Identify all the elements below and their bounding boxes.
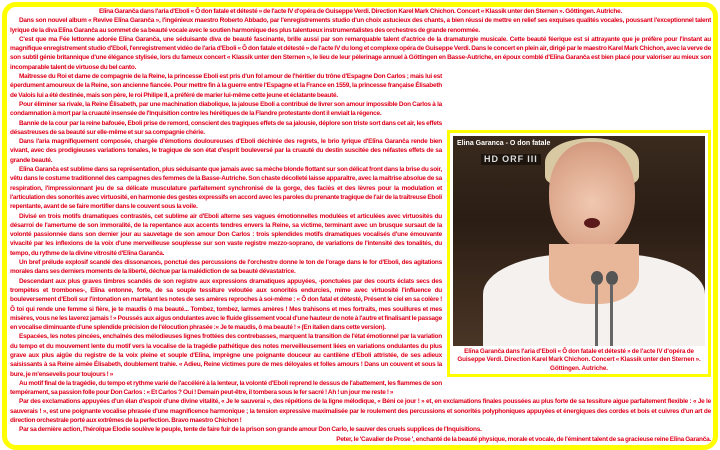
paragraph: Un bref prélude explosif scandé des dissonances, ponctué des percussions de l'orchestre donne le ton de l'orage dans le for d'Eboli, des agitations morales dans ses derniers moments de la liberté, déchue par la malédiction de sa beauté dévastatrice. <box>10 259 442 276</box>
mic-stand <box>595 284 598 346</box>
paragraph: Dans l'aria magnifiquement composée, chargée d'émotions douloureuses d'Eboli déchirée des regrets, le brio lyrique d'Elīna Garanča rende bien vivant, avec des prodigieuses variations tonales, le tragique de son état d'esprit bouleversé par la cruauté du destin suscitée des néfastes effets de sa grande beauté. <box>10 138 442 164</box>
video-frame-face <box>549 142 635 252</box>
article-frame <box>2 2 718 450</box>
channel-logo: HD ORF III <box>481 154 541 165</box>
paragraph: Maîtresse du Roi et dame de compagnie de la Reine, la princesse Eboli est pris d'un fol amour de l'héritier du trône d'Espagne Don Carlos ; mais lui est éperdument amoureux de la Reine, son ancienne fiancée. Pour mettre fin à la guerre entre l'Espagne et la France en 1559, la princesse française Élisabeth de Valois lui a été destinée, mais son père, le roi Philipe II, a préféré de marier lui-même cette jeune et éclatante beauté. <box>10 73 442 99</box>
video-box <box>447 130 711 377</box>
paragraph: C'est que ma Fée lettonne adorée Elīna Garanča, une séduisante diva de beauté fascinante, brille aussi par son remarquable talent d'actrice de la dramaturgie musicale. Cette beauté féerique est si attrayante que je préfère pour l'instant au magnifique enregistrement studio d'Eboli, l'enregistrement vidéo de l'aria d'Eboli « Ô don fatale et détesté » de l'acte IV du long et complexe opéra de Guiseppe Verdi. Dans le concert en plein air, dirigé par le maestro Karel Mark Chichon, avec la verve de son subtil génie britannique d'une élégance stylisée, lors du fameux concert « Klassik unter den Sternen », le lieu de leur pèlerinage annuel à Göttingen en Basse-Autriche, en époux comblé d'Elīna Garanča est bien placé pour valoriser au mieux son incomparable talent de virtuose du bel canto. <box>10 35 711 71</box>
intro-line: Elīna Garanča dans l'aria d'Eboli « Ô don fatale et détesté » de l'acte IV d'opéra de Guiseppe Verdi. Direction Karel Mark Chichon. Concert « Klassik unter den Sternen ». Göttingen. Autriche. <box>98 8 623 15</box>
microphone-icon <box>606 271 618 285</box>
paragraph: Au motif final de la tragédie, du tempo et rythme varié de l'accéléré à la lenteur, la volonté d'Eboli reprend le dessus de l'abattement, les flammes de son tempérament, sa passion folle pour Don Carlos : « Et Carlos ? Oui ! Demain peut-être, il tombera sous le fer sacré ! Ah ! un jour me reste ! » <box>10 379 442 397</box>
paragraph: Divisé en trois motifs dramatiques contrastés, cet sublime air d'Eboli alterne ses vagues émotionnelles modulées et articulées avec virtuosités du désarroi de l'amertume de son immoralité, de la repentance aux accents tendres envers la Reine, sa victime, terminant avec un brusque sursaut de la volonté passionnée dans son dernier jour au sauvetage de son amour Don Carlos : trois splendides motifs dramatiques vocalisés d'une émouvante vivacité par les inflexions de la voix d'une merveilleuse souplesse sur son vaste registre mezzo-soprano, de variations de l'intensité des tonalités, du tempo, du rythme de la divine vitrosité d'Elīna Garanča. <box>10 212 442 257</box>
paragraph: Descendant aux plus graves timbres scandés de son registre aux expressions dramatiques appuyées, -ponctuées par des courts éclats secs des trompètes et trombones-, Elīna entonne, forte, de sa souple tessiture veloutée aux sonorités endurcies, mime avec virtuosité l'influence du bouleversement d'Eboli sur l'intonation en martelant les notes de ses amères reproches à soi-même : « Ô don fatal et détesté, Présent le ciel en sa colère ! Ô toi qui rende une femme si fière, je te maudis ô ma beauté... Tombez, tombez, larmes amères ! Mes trahisons et mes fortraits, mes souillures et mes misères, vous ne les laverez jamais ! » Poussés aux aigus ondulantes avec le fluide glissement vocal d'une hauteur de note à l'autre et finalisant le passage en vocalise diminuante d'une splendide précision de l'élocution phrasée :« Je te maudis, ô ma beauté ! » (En italien dans cette version). <box>10 277 442 332</box>
signature: Peter, le 'Cavalier de Prose ', enchanté de la beauté physique, morale et vocale, de l'éminent talent de sa gracieuse reine Elīna Garanča. <box>336 435 711 443</box>
paragraph: Dans son nouvel album « Revive Elīna Garanča », l'ingénieux maestro Roberto Abbado, par l'enregistrements studio d'un choix astucieux des chants, a bien réussi de mettre en relief ses exquises qualités vocales, poussant l'exceptionnel talent lyrique de la diva Elīna Garanča au sommet de sa beauté vocale avec le soutien harmonique des plus talentueux instrumentalistes des orchestres de grande renommée. <box>10 17 711 34</box>
paragraph: Par sa dernière action, l'héroïque Elodie soulève le peuple, tente de faire fuir de la prison son grande amour Don Carlo, le sauver des cruels supplices de l'Inquisitions. <box>19 426 482 434</box>
video-title[interactable]: Elina Garanca - O don fatale <box>457 140 551 148</box>
paragraph: Espacées, les notes pincées, enchaînés des mélodieuses lignes frottées des contrebasses, marquent la transition de l'état émotionnel par la variation du tempo et du mouvement lente du motif vers la vocalise de la tragédie pathétique des notes merveilleusement liées en variations ondulantes du plus grave aux plus aigüe du registre de la voix pleine et souple d'Elīna, imprègne une poignante douceur au cantilène d'Eboli attristée, de ses adieux saisissants à sa Reine aimée Élisabeth, doublement trahie. « Adieu, Reine victimes pure de mes déloyales et folles amours ! Dans un couvent et sous la bure, je m'ensevelis pour toujours ! » <box>10 333 442 378</box>
paragraph: Pour éliminer sa rivale, la Reine Élisabeth, par une machination diabolique, la jalouse Eboli a contribué de livrer son amour impossible Don Carlos à la condamnation à mort par la cruauté insensée de l'Inquisition contre les hérétiques de la Flandre protestante dont il enviait la régence. <box>10 100 442 118</box>
paragraph: Par des exclamations appuyées d'un élan d'espoir d'une divine vitalité, « Je le sauverai », des répétions de la ligne mélodique, « Béni ce jour ! » et, en exclamations finales poussées au plus forte de sa tessiture aigue parfaitement flexible : « Je le sauverais ! », est une poignante vocalise phrasée d'une magnificence harmonique ; la tension expressive maximalisée par le roulement des percussions et sonorités polyphoniques appuyées et énergiques des cordes et bois et cuivres d'un art de direction orchestrale porté aux extrêmes de la perfection. Bravo maestro Chichon ! <box>10 398 711 425</box>
video-player[interactable] <box>453 136 705 346</box>
paragraph: Elīna Garanča est sublime dans sa représentation, plus séduisante que jamais avec sa mèche blonde flottant sur son délicat front dans la brise du soir, vêtu dans le costume traditionnel des campagnes des femmes de la Basse-Autriche. Son chaste décolleté laisse apparaître, avec la maîtrise absolue de sa respiration, l'impressionnant jeu de sa délicate musculature parfaitement synchronisé de la gorge, des faciès et des lèvres pour la modulation et l'articulation des sonorités avec virtuosité, en harmonie des gestes expressifs en accord avec les paroles du prenante tragique de l'air de la traîtreuse Eboli repentante, avant de se faire mortifier dans le couvent sous la voile. <box>10 166 442 211</box>
paragraph: Bannie de la cour par la reine bafouée, Eboli prise de remord, conscient des tragiques effets de sa jalousie, déplore son triste sort dans cet air, les effets désastreuses de sa beauté sur elle-même et sur sa compagnie chérie. <box>10 119 442 136</box>
article-body <box>10 7 711 444</box>
video-caption: Elīna Garanča dans l'aria d'Eboli « Ô don fatale et détesté » de l'acte IV d'opéra de Guiseppe Verdi. Direction Karel Mark Chichon. Concert « Klassik unter den Sternen ». Göttingen. Autriche. <box>457 348 701 372</box>
microphone-icon <box>591 271 603 285</box>
mic-stand <box>610 284 613 346</box>
